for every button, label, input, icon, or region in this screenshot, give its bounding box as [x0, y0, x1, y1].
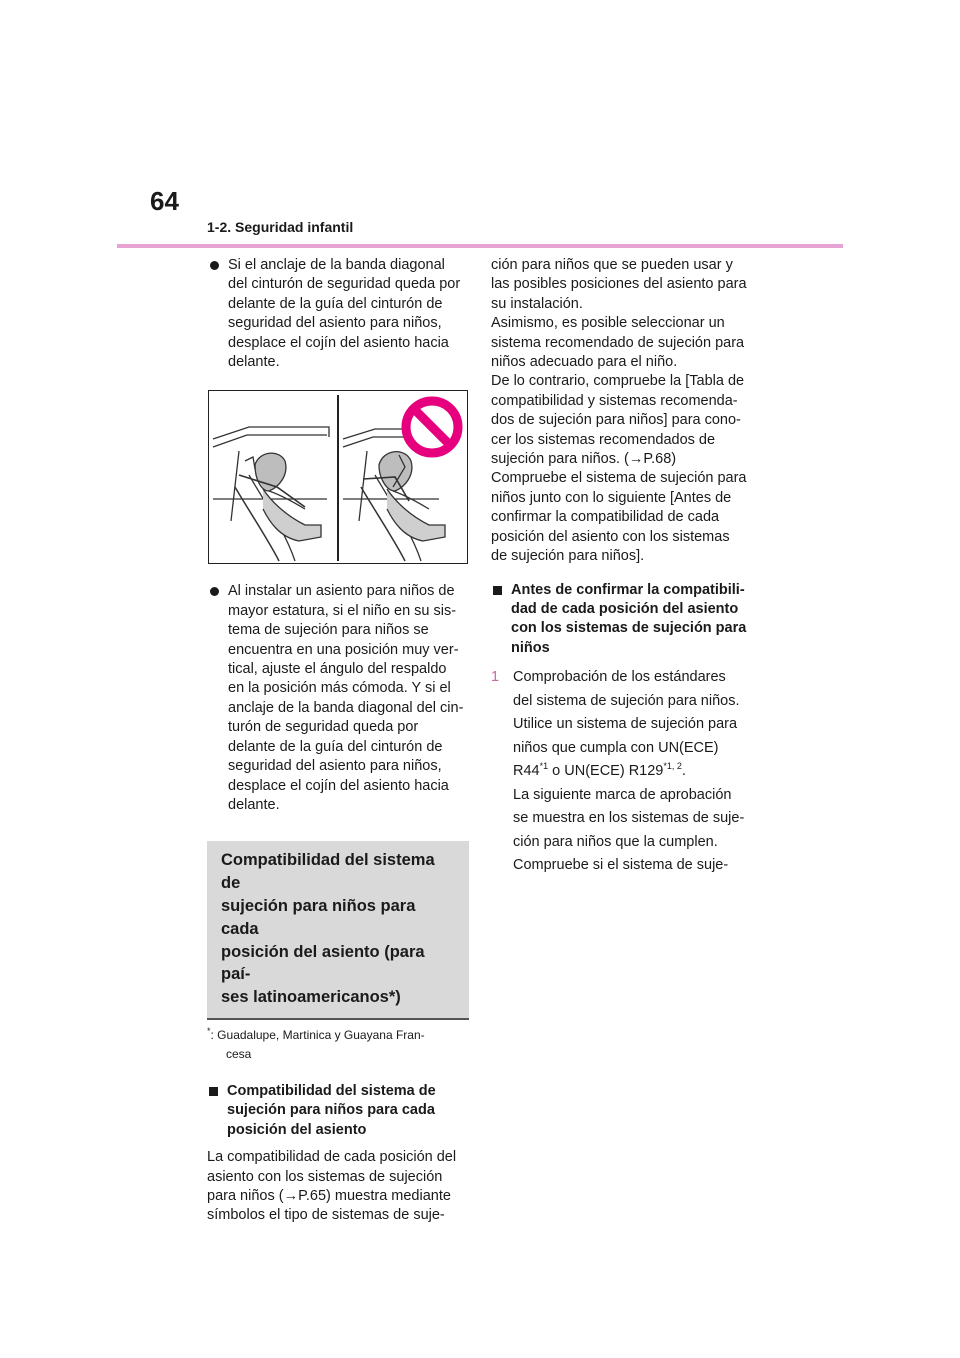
bullet-text	[228, 582, 469, 815]
sub-heading	[491, 581, 753, 659]
line: niños junto con lo siguiente [Antes de	[491, 489, 732, 506]
section-heading	[207, 841, 469, 1020]
line: posición del asiento	[227, 1121, 367, 1138]
bullet-dot-icon	[210, 261, 219, 270]
line: sujeción para niños para cada	[227, 1102, 435, 1119]
line: niños adecuado para el niño.	[491, 354, 678, 371]
line: asiento con los sistemas de sujeción	[207, 1168, 443, 1185]
square-bullet-icon	[493, 586, 502, 595]
line: del sistema de sujeción para niños.	[513, 692, 740, 709]
line: Compruebe el sistema de sujeción para	[491, 470, 747, 487]
line: Utilice un sistema de sujeción para	[513, 716, 738, 733]
paragraph	[491, 256, 753, 567]
line: dad de cada posición del asiento	[511, 600, 739, 617]
line: Comprobación de los estándares	[513, 669, 726, 686]
line: niños que cumpla con UN(ECE)	[513, 739, 719, 756]
line: desplace el cojín del asiento hacia	[228, 334, 449, 351]
page-number: 64	[150, 186, 179, 216]
line: Al instalar un asiento para niños de	[228, 583, 455, 600]
line: dos de sujeción para niños] para cono-	[491, 412, 741, 429]
seat-diagram-svg	[209, 391, 467, 563]
line: del cinturón de seguridad queda por	[228, 276, 461, 293]
line: tical, ajuste el ángulo del respaldo	[228, 661, 447, 678]
line: compatibilidad y sistemas recomenda-	[491, 392, 738, 409]
period: .	[681, 763, 686, 780]
line: ción para niños que se pueden usar y	[491, 257, 733, 273]
right-column	[491, 256, 753, 878]
line: Compatibilidad del sistema de	[227, 1082, 436, 1099]
line: de sujeción para niños].	[491, 548, 645, 565]
bullet-item	[207, 582, 469, 815]
footnote-mark: *	[207, 1025, 211, 1036]
prohibition-icon	[406, 401, 458, 453]
line: posición del asiento (para paí-	[221, 942, 425, 984]
line: las posibles posiciones del asiento para	[491, 276, 747, 293]
standard-r44: R44	[513, 763, 540, 780]
line: mayor estatura, si el niño en su sis-	[228, 602, 457, 619]
standard-r129: o UN(ECE) R129	[548, 763, 664, 780]
line: Si el anclaje de la banda diagonal	[228, 257, 445, 273]
line: tema de sujeción para niños se	[228, 622, 429, 639]
line: encuentra en una posición muy ver-	[228, 641, 459, 658]
line: : Guadalupe, Martinica y Guayana Fran-	[210, 1027, 425, 1042]
bullet-item	[207, 256, 469, 372]
bullet-text	[228, 256, 469, 372]
line: su instalación.	[491, 295, 583, 312]
header-rule	[117, 244, 843, 248]
line: La siguiente marca de aprobación	[513, 786, 732, 803]
line: sistema recomendado de sujeción para	[491, 334, 745, 351]
line: delante de la guía del cinturón de	[228, 295, 443, 312]
child-seat-illustration	[208, 390, 468, 564]
line: Compatibilidad del sistema de	[221, 851, 435, 893]
sub-heading	[207, 1082, 469, 1140]
line: símbolos el tipo de sistemas de suje-	[207, 1207, 445, 1224]
line: ses latinoamericanos*)	[221, 988, 401, 1007]
section-title: 1-2. Seguridad infantil	[207, 219, 354, 235]
line: con los sistemas de sujeción para	[511, 620, 747, 637]
line: sujeción para niños para cada	[221, 896, 416, 938]
line: para niños (→P.65) muestra mediante	[207, 1187, 451, 1204]
line: Compruebe si el sistema de suje-	[513, 857, 729, 874]
line: seguridad del asiento para niños,	[228, 315, 442, 332]
line: se muestra en los sistemas de suje-	[513, 810, 745, 827]
line: cer los sistemas recomendados de	[491, 431, 716, 448]
footnote-ref: *1	[539, 761, 549, 772]
line: anclaje de la banda diagonal del cin-	[228, 699, 464, 716]
bullet-dot-icon	[210, 587, 219, 596]
line: niños	[511, 639, 550, 656]
line: delante de la guía del cinturón de	[228, 738, 443, 755]
line: Antes de confirmar la compatibili-	[511, 581, 745, 598]
line: Asimismo, es posible seleccionar un	[491, 315, 725, 332]
line: cesa	[226, 1046, 252, 1061]
line: De lo contrario, compruebe la [Tabla de	[491, 373, 745, 390]
line: ción para niños que la cumplen.	[513, 833, 718, 850]
footnote-ref: *1, 2	[663, 761, 682, 772]
line: seguridad del asiento para niños,	[228, 758, 442, 775]
line: turón de seguridad queda por	[228, 719, 419, 736]
line: sujeción para niños. (→P.68)	[491, 451, 677, 468]
line: delante.	[228, 796, 280, 813]
line: en la posición más cómoda. Y si el	[228, 680, 451, 697]
paragraph	[207, 1148, 469, 1226]
line: La compatibilidad de cada posición del	[207, 1149, 457, 1166]
square-bullet-icon	[209, 1087, 218, 1096]
left-column	[207, 256, 469, 1226]
line: delante.	[228, 354, 280, 371]
line: desplace el cojín del asiento hacia	[228, 777, 449, 794]
line	[513, 760, 753, 784]
step-item	[491, 666, 753, 878]
line: posición del asiento con los sistemas	[491, 528, 730, 545]
footnote	[207, 1026, 469, 1064]
line: confirmar la compatibilidad de cada	[491, 509, 720, 526]
step-number: 1	[491, 669, 500, 686]
